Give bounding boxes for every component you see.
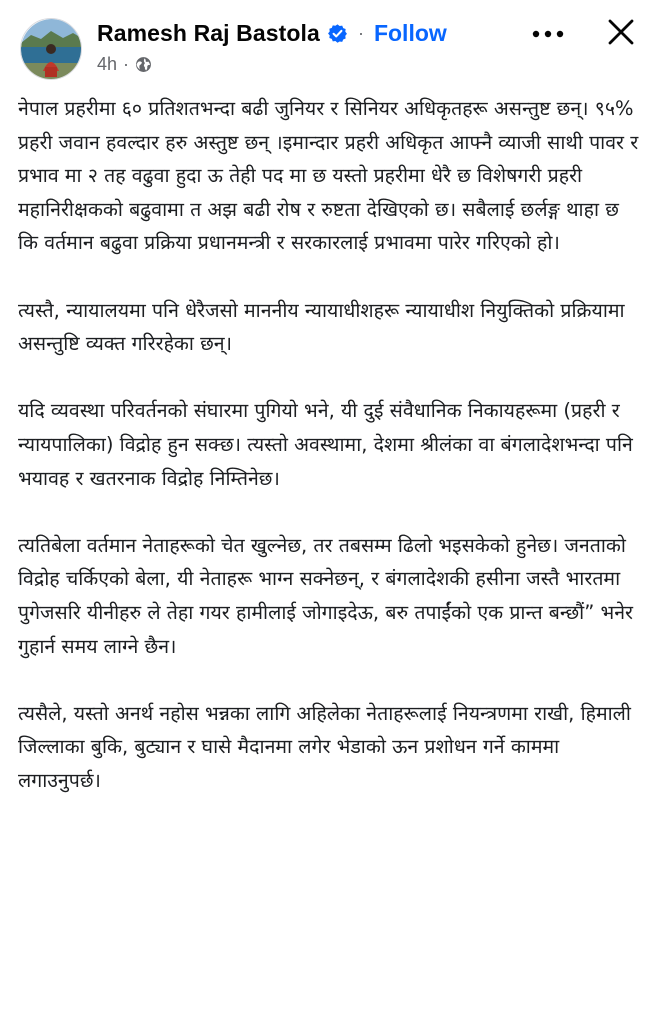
post-meta	[97, 54, 152, 75]
avatar[interactable]	[20, 18, 82, 80]
more-horizontal-icon	[528, 26, 568, 42]
author-row	[97, 16, 447, 50]
globe-icon[interactable]	[135, 56, 152, 73]
post-header	[0, 0, 653, 86]
post-paragraph: त्यसैले, यस्तो अनर्थ नहोस भन्नका लागि अहिलेका नेताहरूलाई नियन्त्रणमा राखी, हिमाली जिल्लाका बुकि, बुट्यान र घासे मैदानमा लगेर भेडाको ऊन प्रशोधन गर्ने काममा लगाउनुपर्छ।	[18, 701, 631, 792]
close-icon	[606, 17, 636, 47]
verified-badge-icon	[327, 23, 348, 44]
post-paragraph: त्यतिबेला वर्तमान नेताहरूको चेत खुल्नेछ, तर तबसम्म ढिलो भइसकेको हुनेछ। जनताको विद्रोह चर्किएको बेला, यी नेताहरू भाग्न सक्नेछन्, र बंगलादेशकी हसीना जस्तै भारतमा पुगेजसरि यीनीहरु ले तेहा गयर हामीलाई जोगाइदेऊ, बरु तपाईंको एक प्रान्त बन्छौं” भनेर गुहार्न समय लाग्ने छैन।	[18, 533, 634, 658]
post-paragraph: नेपाल प्रहरीमा ६० प्रतिशतभन्दा बढी जुनियर र सिनियर अधिकृतहरू असन्तुष्ट छन्। ९५% प्रहरी जवान हवल्दार हरु अस्तुष्ट छन् ।इमान्दार प्रहरी अधिकृत आफ्नै व्याजी साथी पावर र प्रभाव मा २ तह वढुवा हुदा ऊ तेही पद मा छ यस्तो प्रहरीमा धेरै छ विशेषगरी प्रहरी महानिरीक्षकको बढुवामा त अझ बढी रोष र रुष्टता देखिएको छ। सबैलाई छर्लङ्ग थाहा छ कि वर्तमान बढुवा प्रक्रिया प्रधानमन्त्री र सरकारलाई प्रभावमा पारेर गरिएको हो।	[18, 97, 639, 255]
more-options-button[interactable]	[528, 26, 568, 42]
post-paragraph: यदि व्यवस्था परिवर्तनको संघारमा पुगियो भने, यी दुई संवैधानिक निकायहरूमा (प्रहरी र न्यायपालिका) विद्रोह हुन सक्छ। त्यस्तो अवस्थामा, देशमा श्रीलंका वा बंगलादेशभन्दा पनि भयावह र खतरनाक विद्रोह निम्तिनेछ।	[18, 399, 633, 490]
meta-separator: ·	[123, 54, 130, 74]
close-button[interactable]	[606, 17, 636, 47]
name-separator: ·	[357, 22, 364, 43]
post-time[interactable]: 4h	[97, 54, 118, 74]
post-paragraph: त्यस्तै, न्यायालयमा पनि धेरैजसो माननीय न्यायाधीशहरू न्यायाधीश नियुक्तिको प्रक्रियामा असन्तुष्टि व्यक्त गरिरहेका छन्।	[18, 298, 625, 356]
author-name[interactable]: Ramesh Raj Bastola	[97, 19, 320, 46]
avatar-photo	[21, 19, 82, 80]
follow-button[interactable]: Follow	[373, 19, 447, 46]
post-text	[18, 92, 644, 797]
